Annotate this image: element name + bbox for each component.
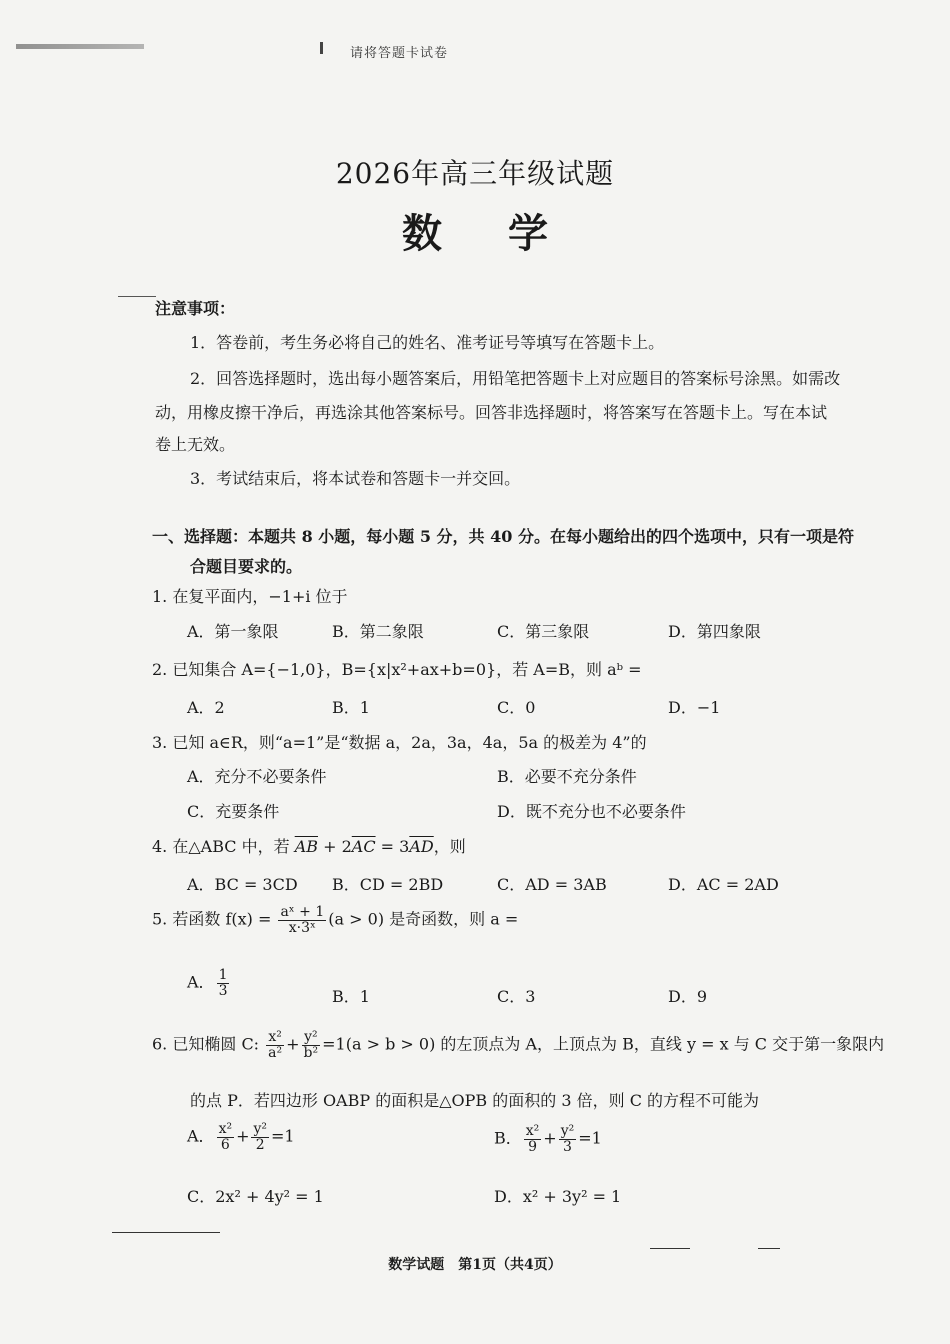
- q6-f2-num: y²: [302, 1030, 321, 1046]
- section-heading-cont: 合题目要求的。: [190, 557, 303, 576]
- q1-option-d: D．第四象限: [668, 622, 761, 641]
- q2-option-c: C．0: [497, 698, 536, 717]
- q3-option-b: B．必要不充分条件: [497, 767, 637, 786]
- question-6-stem-cont: 的点 P．若四边形 OABP 的面积是△OPB 的面积的 3 倍，则 C 的方程不可能为: [190, 1091, 760, 1110]
- divider: [118, 296, 156, 297]
- q5-a-num: 1: [218, 967, 228, 983]
- q4-option-d: D．AC = 2AD: [668, 875, 779, 894]
- divider: [112, 1232, 220, 1233]
- page-footer: 数学试题 第1页（共4页）: [388, 1257, 562, 1273]
- q6-b1-den: 9: [528, 1138, 537, 1155]
- divider: [650, 1248, 690, 1249]
- note-item: 2．回答选择题时，选出每小题答案后，用铅笔把答题卡上对应题目的答案标号涂黑。如需改: [190, 369, 841, 388]
- q6-option-c: C．2x² + 4y² = 1: [187, 1187, 324, 1206]
- note-item: 3．考试结束后，将本试卷和答题卡一并交回。: [190, 469, 521, 488]
- q6-f2-den: b²: [303, 1044, 319, 1061]
- q6-b2-num: y²: [560, 1123, 575, 1139]
- q5-fraction: [278, 905, 326, 935]
- q5-a-den: 3: [218, 982, 228, 999]
- question-4-stem: [152, 834, 466, 857]
- q4-option-a: A．BC = 3CD: [187, 875, 298, 894]
- q3-option-a: A．充分不必要条件: [187, 767, 327, 786]
- exam-title: 2026年高三年级试题: [335, 157, 615, 190]
- notes-heading: 注意事项：: [155, 299, 236, 318]
- q5-option-b: B．1: [332, 987, 370, 1006]
- note-item: 1．答卷前，考生务必将自己的姓名、准考证号等填写在答题卡上。: [190, 333, 665, 352]
- vector-ac: $\overline{AC}$: [351, 837, 376, 856]
- q6-b2-den: 3: [562, 1138, 572, 1155]
- q5-a-label: A．: [187, 972, 215, 992]
- q6-f1-num: x²: [266, 1030, 284, 1046]
- q2-option-d: D．−1: [668, 698, 721, 717]
- q6-f1-den: a²: [268, 1044, 283, 1061]
- q2-option-a: A．2: [187, 698, 225, 717]
- q6-a-post: =1: [271, 1126, 295, 1146]
- question-3-stem: 3. 已知 a∈R，则“a=1”是“数据 a，2a，3a，4a，5a 的极差为 4”的: [152, 733, 647, 752]
- q6-b-frac2: [559, 1124, 577, 1154]
- q6-stem-pre: 6. 已知椭圆 C:: [152, 1034, 265, 1054]
- scan-artifact: [16, 44, 144, 49]
- q6-a-frac2: [251, 1122, 269, 1152]
- q3-option-d: D．既不充分也不必要条件: [497, 802, 686, 821]
- q5-option-c: C．3: [497, 987, 536, 1006]
- q3-option-c: C．充要条件: [187, 802, 280, 821]
- note-item-cont: 卷上无效。: [155, 435, 236, 454]
- q4-plus: + 2: [318, 837, 352, 856]
- question-5-stem: [152, 905, 518, 935]
- q6-a-label: A．: [187, 1126, 215, 1146]
- q6-a-frac1: [217, 1122, 235, 1152]
- q6-b-label: B．: [494, 1128, 522, 1148]
- exam-subject: 数 学: [402, 210, 574, 257]
- q5-option-d: D．9: [668, 987, 708, 1006]
- note-item-cont: 动，用橡皮擦干净后，再选涂其他答案标号。回答非选择题时，将答案写在答题卡上。写在本试: [155, 403, 828, 422]
- q1-option-a: A．第一象限: [187, 622, 279, 641]
- q5-a-fraction: [217, 968, 230, 998]
- q5-option-a: [187, 968, 231, 998]
- q4-option-c: C．AD = 3AB: [497, 875, 607, 894]
- section-heading: 一、选择题：本题共 8 小题，每小题 5 分，共 40 分。在每小题给出的四个选项中，只有一项是符: [152, 527, 854, 546]
- question-2-stem: 2. 已知集合 A={−1,0}，B={x|x²+ax+b=0}，若 A=B，则 aᵇ =: [152, 660, 642, 679]
- header-fragment: 请将答题卡试卷: [350, 46, 449, 61]
- q6-a2-den: 2: [255, 1136, 265, 1153]
- q5-stem-post: (a > 0) 是奇函数，则 a =: [328, 909, 519, 929]
- question-1-stem: 1. 在复平面内，−1+i 位于: [152, 587, 348, 606]
- q5-stem-pre: 5. 若函数 f(x) =: [152, 909, 277, 929]
- q6-b-post: =1: [578, 1128, 602, 1148]
- q6-a2-num: y²: [253, 1121, 268, 1137]
- q6-stem-post: =1(a > b > 0) 的左顶点为 A，上顶点为 B，直线 y = x 与 C 交于第一象限内: [322, 1034, 885, 1054]
- q6-option-a: A． $\frac{\text{x²}}{6}$ + $\frac{\text{y²}}{2}$ =1: [187, 1121, 295, 1153]
- q1-option-c: C．第三象限: [497, 622, 590, 641]
- q5-numerator: aˣ + 1: [280, 904, 325, 920]
- q2-option-b: B．1: [332, 698, 370, 717]
- q6-option-b: B． $\frac{\text{x²}}{9}$ + $\frac{\text{y²}}{3}$ =1: [494, 1123, 602, 1155]
- vector-ad: $\overline{AD}$: [409, 837, 434, 856]
- q6-option-d: D．x² + 3y² = 1: [494, 1187, 622, 1206]
- q6-a1-num: x²: [218, 1121, 233, 1137]
- divider: [758, 1248, 780, 1249]
- question-6-stem: 6. 已知椭圆 C: $\frac{\text{x²}}{\text{a²}}$ + $\frac{\text{y²}}{\text{b²}}$ =1(a > b > 0) 的左顶点为 A，上顶点为 B，直线 y = x 与 C 交于第一象限内: [152, 1029, 885, 1061]
- q5-denominator: x·3ˣ: [288, 919, 316, 936]
- q4-stem-post: ，则: [433, 837, 466, 856]
- q6-frac-y: [302, 1030, 321, 1060]
- q6-b1-num: x²: [525, 1123, 540, 1139]
- q4-stem-pre: 4. 在△ABC 中，若: [152, 837, 295, 856]
- q4-option-b: B．CD = 2BD: [332, 875, 444, 894]
- scan-artifact: [320, 42, 323, 54]
- q4-eq: = 3: [375, 837, 410, 856]
- q6-frac-x: [266, 1030, 284, 1060]
- q1-option-b: B．第二象限: [332, 622, 424, 641]
- q6-a1-den: 6: [220, 1136, 230, 1153]
- vector-ab: $\overline{AB}$: [294, 837, 318, 856]
- q6-b-frac1: [524, 1124, 542, 1154]
